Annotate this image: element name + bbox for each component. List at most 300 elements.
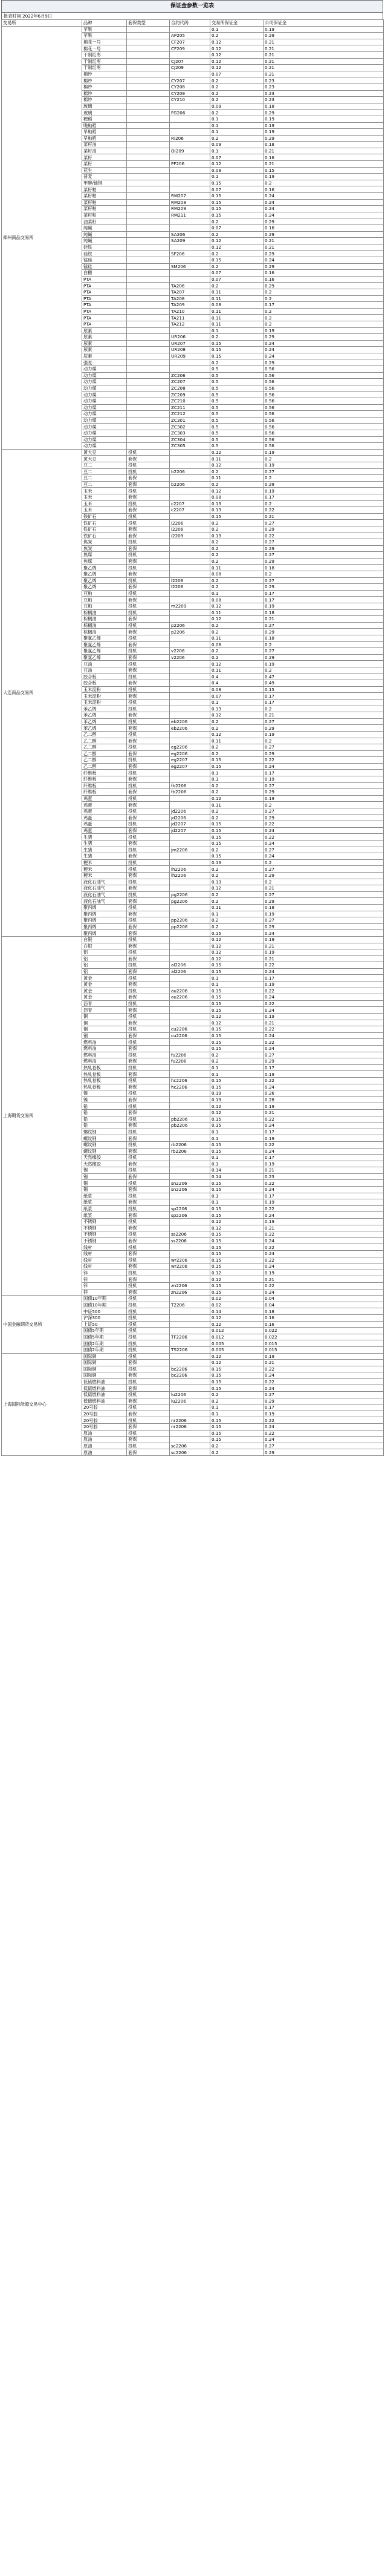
table-body	[2, 26, 384, 1455]
cell-hedge-type	[127, 174, 170, 180]
cell-variety: 铝	[82, 955, 127, 962]
cell-company-margin: 0.22	[264, 1000, 384, 1007]
cell-company-margin: 0.22	[264, 1077, 384, 1084]
cell-exchange-margin: 0.12	[210, 1353, 264, 1360]
cell-company-margin: 0.2	[264, 475, 384, 482]
cell-contract-code	[170, 1064, 210, 1071]
cell-exchange-margin: 0.11	[210, 635, 264, 642]
cell-exchange-margin: 0.15	[210, 1205, 264, 1212]
cell-hedge-type: 套保	[127, 654, 170, 661]
cell-hedge-type	[127, 308, 170, 315]
cell-variety: 玻璃	[82, 103, 127, 110]
cell-company-margin: 0.24	[264, 1263, 384, 1270]
cell-hedge-type: 套保	[127, 507, 170, 514]
cell-exchange-margin: 0.15	[210, 1437, 264, 1443]
cell-company-margin: 0.21	[264, 39, 384, 45]
cell-variety: 纤维板	[82, 782, 127, 789]
cell-company-margin: 0.29	[264, 872, 384, 879]
cell-exchange-margin: 0.15	[210, 962, 264, 969]
cell-company-margin: 0.22	[264, 988, 384, 994]
cell-contract-code	[170, 1314, 210, 1321]
cell-hedge-type: 投机	[127, 1193, 170, 1199]
cell-hedge-type: 投机	[127, 1052, 170, 1058]
table-header-row	[2, 20, 384, 27]
cell-contract-code	[170, 539, 210, 546]
cell-exchange-margin: 0.11	[210, 456, 264, 462]
cell-variety: 聚氯乙烯	[82, 654, 127, 661]
cell-company-margin: 0.2	[264, 500, 384, 507]
cell-variety: 锌	[82, 1270, 127, 1276]
cell-exchange-margin: 0.5	[210, 385, 264, 392]
cell-variety: 铁矿石	[82, 520, 127, 526]
cell-exchange-margin: 0.15	[210, 1366, 264, 1372]
cell-company-margin: 0.29	[264, 654, 384, 661]
cell-hedge-type: 投机	[127, 1308, 170, 1315]
cell-exchange-margin: 0.005	[210, 1340, 264, 1347]
cell-company-margin: 0.29	[264, 334, 384, 341]
cell-variety: 聚丙烯	[82, 911, 127, 917]
cell-hedge-type: 套保	[127, 738, 170, 744]
cell-hedge-type: 投机	[127, 859, 170, 866]
cell-exchange-margin: 0.2	[210, 629, 264, 635]
cell-variety: 焦煤	[82, 552, 127, 559]
cell-exchange-margin: 0.2	[210, 1443, 264, 1449]
cell-exchange-margin: 0.2	[210, 577, 264, 584]
cell-hedge-type: 投机	[127, 1366, 170, 1372]
cell-contract-code	[170, 1251, 210, 1257]
cell-contract-code: eg2207	[170, 757, 210, 764]
cell-company-margin: 0.17	[264, 770, 384, 776]
cell-exchange-margin: 0.2	[210, 558, 264, 565]
cell-variety: 豆二	[82, 475, 127, 482]
cell-hedge-type: 投机	[127, 936, 170, 943]
cell-contract-code	[170, 911, 210, 917]
cell-contract-code: PF206	[170, 161, 210, 168]
cell-contract-code	[170, 186, 210, 193]
cell-contract-code: lu2206	[170, 1392, 210, 1398]
cell-exchange-margin: 0.12	[210, 1109, 264, 1116]
cell-company-margin: 0.19	[264, 1270, 384, 1276]
cell-variety: 苯乙烯	[82, 725, 127, 732]
cell-exchange-margin: 0.15	[210, 1084, 264, 1090]
cell-exchange-margin: 0.13	[210, 533, 264, 539]
cell-hedge-type: 投机	[127, 1296, 170, 1302]
cell-company-margin: 0.27	[264, 718, 384, 725]
cell-variety: 铜	[82, 1020, 127, 1026]
cell-company-margin: 0.56	[264, 372, 384, 379]
cell-contract-code: pg2206	[170, 891, 210, 898]
cell-hedge-type: 投机	[127, 1378, 170, 1385]
cell-contract-code	[170, 841, 210, 847]
cell-hedge-type: 套保	[127, 911, 170, 917]
cell-hedge-type: 投机	[127, 513, 170, 520]
cell-hedge-type: 投机	[127, 603, 170, 610]
cell-exchange-margin: 0.1	[210, 1411, 264, 1417]
cell-exchange-margin: 0.12	[210, 885, 264, 892]
cell-company-margin: 0.16	[264, 270, 384, 277]
cell-contract-code: fb2206	[170, 789, 210, 796]
cell-contract-code: sc2206	[170, 1449, 210, 1456]
cell-variety: 白银	[82, 936, 127, 943]
cell-hedge-type: 投机	[127, 1155, 170, 1161]
cell-company-margin: 0.2	[264, 315, 384, 321]
cell-exchange-margin: 0.1	[210, 982, 264, 988]
cell-hedge-type	[127, 392, 170, 398]
cell-contract-code: zn2206	[170, 1289, 210, 1296]
cell-variety: 纤维板	[82, 789, 127, 796]
cell-contract-code: TA206	[170, 283, 210, 289]
cell-contract-code	[170, 366, 210, 373]
cell-hedge-type	[127, 404, 170, 411]
cell-company-margin: 0.015	[264, 1346, 384, 1353]
cell-company-margin: 0.22	[264, 1231, 384, 1238]
cell-company-margin: 0.24	[264, 841, 384, 847]
cell-exchange-margin: 0.12	[210, 244, 264, 251]
cell-exchange-margin: 0.12	[210, 238, 264, 244]
cell-company-margin: 0.2	[264, 289, 384, 295]
cell-company-margin: 0.49	[264, 680, 384, 687]
cell-hedge-type: 套保	[127, 1173, 170, 1180]
cell-variety: 纸浆	[82, 1193, 127, 1199]
cell-contract-code	[170, 859, 210, 866]
cell-contract-code	[170, 1244, 210, 1251]
cell-exchange-margin: 0.02	[210, 1302, 264, 1308]
cell-exchange-margin: 0.2	[210, 97, 264, 103]
cell-hedge-type: 套保	[127, 629, 170, 635]
cell-hedge-type	[127, 51, 170, 58]
cell-hedge-type: 套保	[127, 481, 170, 488]
cell-contract-code	[170, 1404, 210, 1411]
cell-company-margin: 0.27	[264, 917, 384, 924]
cell-hedge-type: 套保	[127, 1084, 170, 1090]
cell-exchange-margin: 0.07	[210, 276, 264, 283]
cell-variety: 鸡蛋	[82, 802, 127, 808]
cell-contract-code	[170, 885, 210, 892]
cell-variety: 不锈钢	[82, 1237, 127, 1244]
cell-hedge-type	[127, 84, 170, 90]
cell-company-margin: 0.27	[264, 1443, 384, 1449]
cell-hedge-type: 套保	[127, 982, 170, 988]
cell-contract-code: ss2206	[170, 1237, 210, 1244]
cell-contract-code: fb2206	[170, 782, 210, 789]
cell-variety: 中证500	[82, 1308, 127, 1315]
cell-hedge-type: 投机	[127, 500, 170, 507]
cell-company-margin: 0.2	[264, 641, 384, 648]
cell-exchange-margin: 0.2	[210, 334, 264, 341]
cell-contract-code: pb2206	[170, 1122, 210, 1129]
cell-contract-code: c2207	[170, 507, 210, 514]
exchange-name: 大连商品交易所	[2, 449, 82, 936]
cell-company-margin: 0.56	[264, 417, 384, 424]
cell-contract-code	[170, 686, 210, 693]
cell-hedge-type: 套保	[127, 853, 170, 860]
cell-hedge-type: 投机	[127, 1103, 170, 1110]
cell-company-margin: 0.17	[264, 590, 384, 597]
cell-variety: 苹果	[82, 33, 127, 39]
cell-contract-code	[170, 1225, 210, 1231]
cell-hedge-type	[127, 161, 170, 168]
cell-contract-code	[170, 1046, 210, 1052]
cell-variety: 聚氯乙烯	[82, 648, 127, 655]
cell-exchange-margin: 0.5	[210, 424, 264, 430]
cell-hedge-type: 套保	[127, 526, 170, 533]
column-header-hedge-type: 套保类型	[127, 20, 170, 27]
cell-hedge-type: 套保	[127, 533, 170, 539]
cell-exchange-margin: 0.2	[210, 545, 264, 552]
cell-variety: 苹果	[82, 26, 127, 33]
cell-variety: 纤维板	[82, 770, 127, 776]
cell-contract-code: hc2206	[170, 1084, 210, 1090]
cell-hedge-type: 投机	[127, 1417, 170, 1424]
cell-company-margin: 0.21	[264, 161, 384, 168]
table-row	[2, 936, 384, 943]
cell-company-margin: 0.23	[264, 1173, 384, 1180]
cell-hedge-type: 投机	[127, 673, 170, 680]
cell-hedge-type: 投机	[127, 808, 170, 815]
cell-company-margin: 0.29	[264, 218, 384, 225]
cell-contract-code: al2206	[170, 962, 210, 969]
cell-variety: 硅铁	[82, 251, 127, 257]
cell-exchange-margin: 0.1	[210, 1193, 264, 1199]
cell-exchange-margin: 0.11	[210, 667, 264, 673]
cell-hedge-type: 投机	[127, 520, 170, 526]
cell-exchange-margin: 0.12	[210, 161, 264, 168]
cell-variety: 铅	[82, 1122, 127, 1129]
cell-hedge-type: 套保	[127, 1046, 170, 1052]
cell-company-margin: 0.21	[264, 244, 384, 251]
cell-company-margin: 0.24	[264, 1007, 384, 1014]
cell-hedge-type: 套保	[127, 930, 170, 937]
cell-hedge-type: 套保	[127, 885, 170, 892]
cell-contract-code	[170, 1103, 210, 1110]
cell-hedge-type: 套保	[127, 641, 170, 648]
cell-contract-code	[170, 558, 210, 565]
cell-contract-code	[170, 359, 210, 366]
cell-contract-code: zn2206	[170, 1282, 210, 1289]
cell-variety: 纸浆	[82, 1205, 127, 1212]
cell-company-margin: 0.2	[264, 180, 384, 186]
cell-company-margin: 0.23	[264, 90, 384, 97]
cell-exchange-margin: 0.2	[210, 77, 264, 84]
cell-contract-code: CY210	[170, 97, 210, 103]
cell-exchange-margin: 0.1	[210, 1064, 264, 1071]
cell-exchange-margin: 0.08	[210, 597, 264, 603]
cell-contract-code: l2206	[170, 584, 210, 591]
cell-contract-code: CY209	[170, 90, 210, 97]
cell-hedge-type: 套保	[127, 1020, 170, 1026]
cell-variety: 花生	[82, 167, 127, 174]
cell-contract-code: UR208	[170, 347, 210, 353]
cell-company-margin: 0.27	[264, 847, 384, 853]
cell-hedge-type: 投机	[127, 635, 170, 642]
cell-company-margin: 0.17	[264, 975, 384, 982]
cell-exchange-margin: 0.11	[210, 802, 264, 808]
cell-contract-code: SF206	[170, 251, 210, 257]
cell-contract-code	[170, 475, 210, 482]
cell-hedge-type	[127, 244, 170, 251]
cell-exchange-margin: 0.2	[210, 481, 264, 488]
cell-exchange-margin: 0.12	[210, 1270, 264, 1276]
cell-exchange-margin: 0.15	[210, 199, 264, 206]
cell-hedge-type: 套保	[127, 1007, 170, 1014]
cell-variety: 纸浆	[82, 1212, 127, 1219]
cell-exchange-margin: 0.12	[210, 51, 264, 58]
cell-company-margin: 0.21	[264, 65, 384, 71]
cell-hedge-type: 套保	[127, 693, 170, 700]
cell-company-margin: 0.27	[264, 1052, 384, 1058]
cell-company-margin: 0.2	[264, 802, 384, 808]
cell-exchange-margin: 0.07	[210, 186, 264, 193]
cell-hedge-type: 套保	[127, 1199, 170, 1206]
cell-hedge-type: 套保	[127, 712, 170, 719]
cell-exchange-margin: 0.5	[210, 430, 264, 437]
cell-company-margin: 0.16	[264, 1321, 384, 1328]
cell-variety: 线材	[82, 1244, 127, 1251]
cell-exchange-margin: 0.15	[210, 994, 264, 1001]
cell-exchange-margin: 0.12	[210, 955, 264, 962]
cell-exchange-margin: 0.15	[210, 1385, 264, 1392]
cell-contract-code	[170, 1378, 210, 1385]
cell-variety: 粳稻	[82, 116, 127, 122]
cell-contract-code: T2206	[170, 1302, 210, 1308]
cell-exchange-margin: 0.1	[210, 699, 264, 706]
cell-variety: 豆二	[82, 481, 127, 488]
cell-contract-code: sn2206	[170, 1187, 210, 1193]
cell-hedge-type	[127, 110, 170, 116]
cell-hedge-type: 套保	[127, 475, 170, 482]
cell-company-margin: 0.19	[264, 129, 384, 136]
cell-exchange-margin: 0.15	[210, 763, 264, 770]
cell-company-margin: 0.24	[264, 340, 384, 347]
cell-exchange-margin: 0.12	[210, 795, 264, 802]
cell-variety: 低硫燃料油	[82, 1378, 127, 1385]
cell-hedge-type	[127, 206, 170, 212]
cell-variety: 铜	[82, 1014, 127, 1020]
cell-exchange-margin: 0.2	[210, 725, 264, 732]
cell-variety: 乙二醇	[82, 738, 127, 744]
cell-contract-code: jd2207	[170, 827, 210, 834]
cell-contract-code	[170, 218, 210, 225]
cell-variety: 黄金	[82, 994, 127, 1001]
cell-variety: 玻璃	[82, 110, 127, 116]
exchange-name: 中国金融期货交易所	[2, 1296, 82, 1353]
cell-exchange-margin: 0.15	[210, 1000, 264, 1007]
cell-exchange-margin: 0.11	[210, 321, 264, 327]
cell-exchange-margin: 0.1	[210, 975, 264, 982]
cell-exchange-margin: 0.1	[210, 590, 264, 597]
cell-company-margin: 0.24	[264, 347, 384, 353]
cell-company-margin: 0.24	[264, 1046, 384, 1052]
cell-contract-code	[170, 129, 210, 136]
cell-hedge-type: 投机	[127, 1167, 170, 1174]
cell-variety: 聚丙烯	[82, 930, 127, 937]
cell-variety: 聚丙烯	[82, 904, 127, 911]
cell-hedge-type	[127, 199, 170, 206]
cell-contract-code	[170, 693, 210, 700]
cell-variety: 胶合板	[82, 673, 127, 680]
cell-exchange-margin: 0.11	[210, 295, 264, 302]
cell-contract-code	[170, 673, 210, 680]
cell-hedge-type	[127, 372, 170, 379]
cell-company-margin: 0.56	[264, 424, 384, 430]
cell-company-margin: 0.2	[264, 571, 384, 578]
cell-exchange-margin: 0.5	[210, 398, 264, 405]
cell-contract-code	[170, 103, 210, 110]
cell-exchange-margin: 0.07	[210, 225, 264, 232]
cell-hedge-type	[127, 417, 170, 424]
cell-company-margin: 0.16	[264, 1314, 384, 1321]
report-date: 报表时间 2022年6月9日	[1, 12, 383, 19]
cell-company-margin: 0.04	[264, 1302, 384, 1308]
cell-contract-code: i2209	[170, 533, 210, 539]
cell-hedge-type: 套保	[127, 1109, 170, 1116]
cell-contract-code	[170, 975, 210, 982]
cell-hedge-type: 套保	[127, 1096, 170, 1103]
cell-contract-code	[170, 1090, 210, 1097]
cell-contract-code: ZC208	[170, 385, 210, 392]
cell-variety: 鸡蛋	[82, 827, 127, 834]
cell-variety: 燃料油	[82, 1046, 127, 1052]
cell-hedge-type	[127, 302, 170, 309]
cell-variety: 玉米	[82, 507, 127, 514]
cell-variety: 鸡蛋	[82, 814, 127, 821]
cell-contract-code	[170, 609, 210, 616]
cell-exchange-margin: 0.11	[210, 565, 264, 571]
cell-company-margin: 0.22	[264, 1205, 384, 1212]
cell-hedge-type	[127, 231, 170, 238]
cell-hedge-type: 投机	[127, 1340, 170, 1347]
cell-company-margin: 0.56	[264, 385, 384, 392]
cell-company-margin: 0.19	[264, 1199, 384, 1206]
cell-hedge-type: 套保	[127, 750, 170, 757]
cell-company-margin: 0.29	[264, 359, 384, 366]
cell-variety: 苯乙烯	[82, 712, 127, 719]
cell-company-margin: 0.19	[264, 1161, 384, 1167]
cell-contract-code	[170, 1096, 210, 1103]
cell-exchange-margin: 0.15	[210, 968, 264, 975]
cell-exchange-margin: 0.2	[210, 135, 264, 142]
cell-exchange-margin: 0.15	[210, 347, 264, 353]
cell-variety: 燃料油	[82, 1052, 127, 1058]
cell-hedge-type	[127, 45, 170, 52]
cell-contract-code: RM207	[170, 193, 210, 200]
cell-variety: 动力煤	[82, 372, 127, 379]
cell-hedge-type: 套保	[127, 802, 170, 808]
cell-exchange-margin: 0.07	[210, 154, 264, 161]
cell-variety: 豆粕	[82, 590, 127, 597]
cell-contract-code	[170, 776, 210, 783]
cell-company-margin: 0.17	[264, 302, 384, 309]
cell-exchange-margin: 0.2	[210, 263, 264, 270]
cell-hedge-type: 投机	[127, 539, 170, 546]
cell-hedge-type: 套保	[127, 571, 170, 578]
cell-hedge-type	[127, 225, 170, 232]
cell-variety: 尿素	[82, 327, 127, 334]
cell-exchange-margin: 0.2	[210, 231, 264, 238]
cell-exchange-margin: 0.15	[210, 834, 264, 841]
exchange-name: 上海国际能源交易中心	[2, 1353, 82, 1456]
cell-exchange-margin: 0.2	[210, 917, 264, 924]
cell-hedge-type: 投机	[127, 904, 170, 911]
cell-company-margin: 0.29	[264, 558, 384, 565]
cell-exchange-margin: 0.15	[210, 353, 264, 359]
cell-exchange-margin: 0.5	[210, 379, 264, 385]
cell-hedge-type: 投机	[127, 1116, 170, 1122]
cell-contract-code: m2209	[170, 603, 210, 610]
cell-variety: PTA	[82, 276, 127, 283]
cell-contract-code	[170, 597, 210, 603]
cell-variety: 乙二醇	[82, 763, 127, 770]
